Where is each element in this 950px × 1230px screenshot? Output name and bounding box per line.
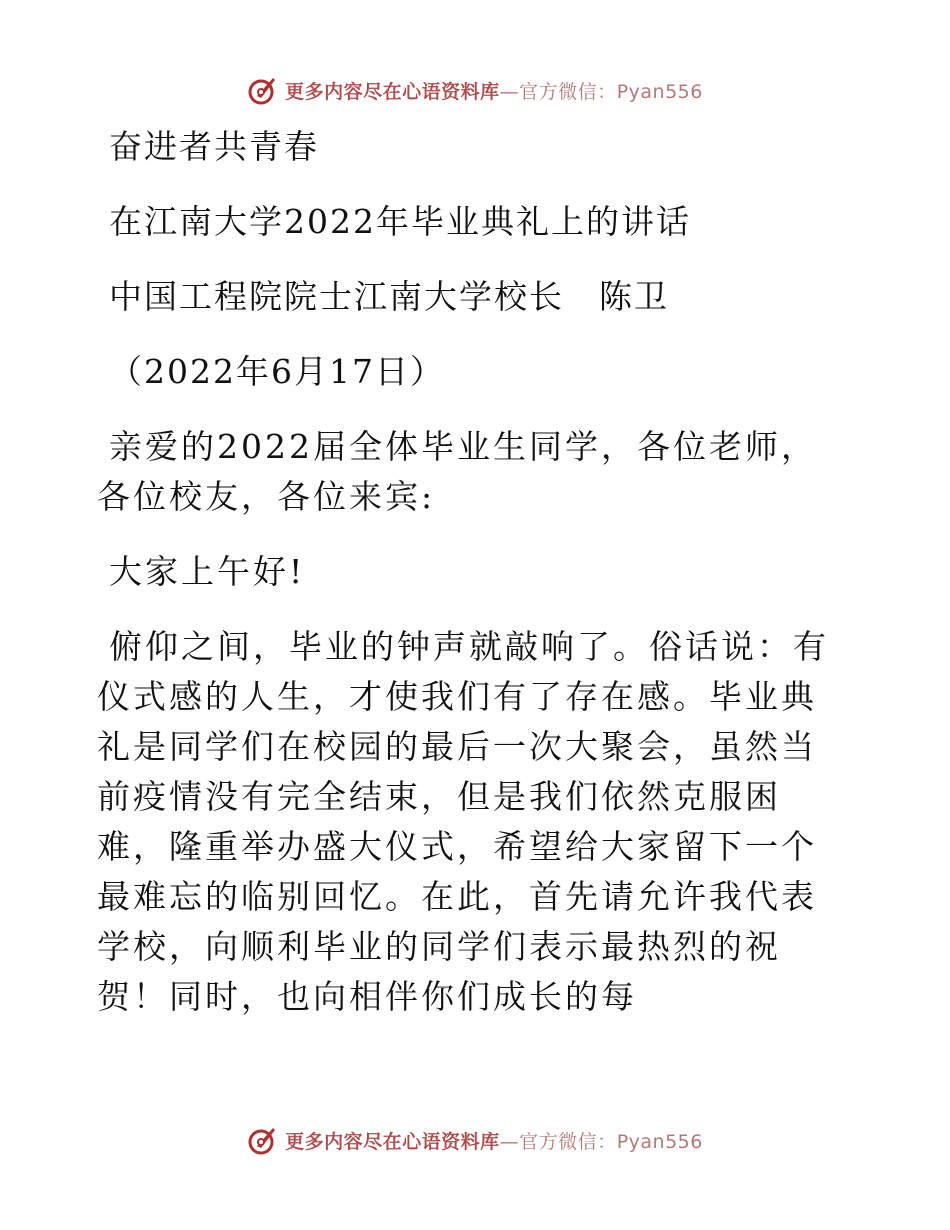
banner-sub-text: 官方微信： (519, 80, 617, 103)
banner-wechat-id: Pyan556 (616, 1130, 703, 1153)
banner-dash: — (499, 1130, 520, 1153)
document-author: 中国工程院院士江南大学校长 陈卫 (109, 277, 669, 316)
footer-watermark-banner (0, 1120, 950, 1160)
banner-main-text: 更多内容尽在心语资料库 (285, 1130, 500, 1153)
document-date: （2022年6月17日） (109, 352, 445, 391)
banner-wechat-id: Pyan556 (616, 80, 703, 103)
banner-main-text: 更多内容尽在心语资料库 (285, 80, 500, 103)
body-paragraph: 俯仰之间，毕业的钟声就敲响了。俗话说：有仪式感的人生，才使我们有了存在感。毕业典礼是同学们在校园的最后一次大聚会，虽然当前疫情没有完全结束，但是我们依然克服困难，隆重举办盛大仪式，希望给大家留下一个最难忘的临别回忆。在此，首先请允许我代表学校，向顺利毕业的同学们表示最热烈的祝贺！同时，也向相伴你们成长的每 (97, 627, 829, 1016)
banner-dash: — (499, 80, 520, 103)
header-watermark-banner (0, 70, 950, 110)
banner-sub-text: 官方微信： (519, 1130, 617, 1153)
document-subtitle: 在江南大学2022年毕业典礼上的讲话 (109, 202, 691, 241)
salutation-paragraph: 亲爱的2022届全体毕业生同学，各位老师，各位校友，各位来宾: (97, 427, 817, 516)
quill-logo-icon (247, 1124, 279, 1156)
greeting-paragraph: 大家上午好! (109, 552, 306, 591)
document-title: 奋进者共青春 (109, 127, 319, 166)
quill-logo-icon (247, 74, 279, 106)
document-body (97, 122, 842, 1047)
